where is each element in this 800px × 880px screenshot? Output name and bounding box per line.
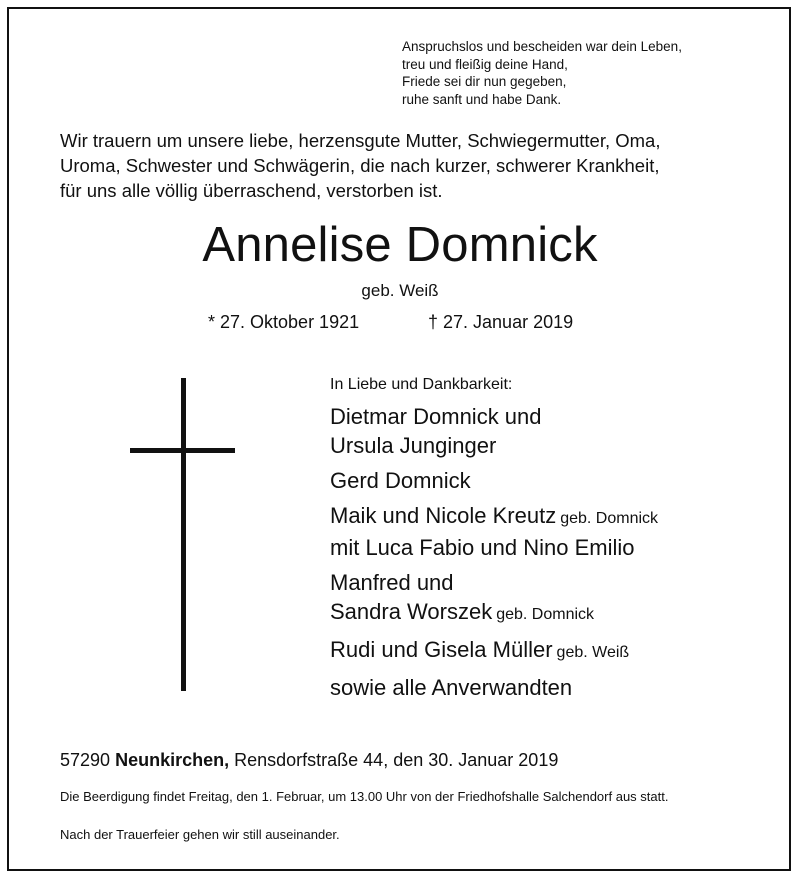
intro-text bbox=[60, 128, 760, 203]
address-city: Neunkirchen, bbox=[115, 750, 230, 770]
mourner-line bbox=[330, 501, 658, 533]
cross-icon bbox=[181, 378, 186, 691]
address-line bbox=[60, 748, 558, 772]
poem bbox=[402, 38, 682, 108]
death-date: † 27. Januar 2019 bbox=[428, 312, 574, 332]
after-ceremony-notice: Nach der Trauerfeier gehen wir still auseinander. bbox=[60, 827, 340, 842]
intro-line: Uroma, Schwester und Schwägerin, die nach kurzer, schwerer Krankheit, bbox=[60, 155, 660, 176]
deceased-name: Annelise Domnick bbox=[202, 218, 598, 272]
poem-line: ruhe sanft und habe Dank. bbox=[402, 91, 562, 107]
mourner-group bbox=[330, 466, 658, 495]
maiden-name: geb. Weiß bbox=[361, 281, 439, 300]
birth-date: * 27. Oktober 1921 bbox=[208, 312, 360, 332]
intro-line: für uns alle völlig überraschend, verstorben ist. bbox=[60, 180, 443, 201]
mourner-line: Dietmar Domnick und bbox=[330, 404, 542, 429]
mourner-line: Gerd Domnick bbox=[330, 468, 471, 493]
mourner-line bbox=[330, 597, 658, 629]
mourner-maiden: geb. Weiß bbox=[556, 644, 630, 661]
address-zip: 57290 bbox=[60, 750, 111, 770]
mourner-names: Maik und Nicole Kreutz bbox=[330, 503, 557, 528]
poem-line: Anspruchslos und bescheiden war dein Leben, bbox=[402, 39, 682, 54]
cross-icon-bar bbox=[130, 448, 235, 453]
mourners-list bbox=[330, 374, 658, 708]
mourner-group bbox=[330, 402, 658, 460]
mourner-names: Rudi und Gisela Müller bbox=[330, 637, 553, 662]
intro-line: Wir trauern um unsere liebe, herzensgute Mutter, Schwiegermutter, Oma, bbox=[60, 130, 661, 151]
mourner-maiden: geb. Domnick bbox=[560, 510, 659, 527]
poem-line: Friede sei dir nun gegeben, bbox=[402, 74, 567, 89]
mourner-group bbox=[330, 568, 658, 629]
address-rest: Rensdorfstraße 44, den 30. Januar 2019 bbox=[234, 750, 559, 770]
mourner-line: sowie alle Anverwandten bbox=[330, 675, 573, 700]
mourner-group bbox=[330, 501, 658, 562]
poem-line: treu und fleißig deine Hand, bbox=[402, 56, 568, 72]
mourner-group bbox=[330, 673, 658, 702]
mourner-maiden: geb. Domnick bbox=[496, 606, 595, 623]
mourner-names: Sandra Worszek bbox=[330, 599, 493, 624]
funeral-notice: Die Beerdigung findet Freitag, den 1. Februar, um 13.00 Uhr von der Friedhofshalle Salchendorf aus statt. bbox=[60, 789, 669, 804]
mourner-line bbox=[330, 635, 658, 667]
mourner-line: mit Luca Fabio und Nino Emilio bbox=[330, 535, 635, 560]
mourner-line: Manfred und bbox=[330, 570, 454, 595]
mourner-line: Ursula Junginger bbox=[330, 433, 497, 458]
mourners-lead: In Liebe und Dankbarkeit: bbox=[330, 376, 513, 393]
mourner-group bbox=[330, 635, 658, 667]
